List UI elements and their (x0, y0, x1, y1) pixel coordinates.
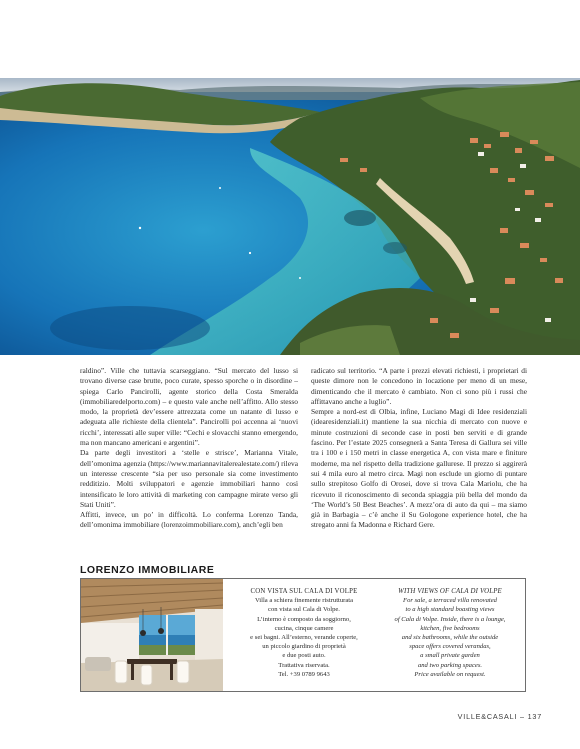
listing-heading-en: WITH VIEWS OF CALA DI VOLPE (398, 588, 502, 595)
listing-line: and two parking spaces. (417, 661, 483, 669)
listing-line: For sale, a terraced villa renovated (403, 597, 497, 605)
listing-line: cucina, cinque camere (274, 624, 334, 632)
article-paragraph: Affitti, invece, un po’ in difficoltà. Lo conferma Lorenzo Tanda, dell’omonima immobiliare (lorenzoimmobiliare.com), anch’egli ben (80, 510, 298, 530)
listing-line: to a high standard boasting views (405, 606, 495, 614)
listing-heading-it: CON VISTA SUL CALA DI VOLPE (250, 588, 358, 595)
article-column-left (80, 366, 298, 531)
listing-line: e due posti auto. (282, 652, 326, 660)
aerial-coast-illustration (0, 78, 580, 355)
listing-line: Villa a schiera finemente ristrutturata (254, 597, 354, 605)
aerial-coast-photo (0, 78, 580, 355)
listing-line: e sei bagni. All’esterno, verande coperte, (250, 634, 358, 642)
villa-interior-illustration (81, 579, 223, 691)
listing-line: of Cala di Volpe. Inside, there is a lounge, (394, 615, 506, 623)
article-paragraph: Sempre a nord-est di Olbia, infine, Luciano Magi di Idee residenziali (idearesidenziali.it) mantiene la sua nicchia di mercato con nuove e minute costruzioni di seconde case in posti ben serviti e di grande fascino. Per l’estate 2025 consegnerà a Santa Teresa di Gallura sei ville tra i 100 e i 150 metri in classe energetica A, con vista mare e finiture moderne, ma nel rispetto della tradizione gallurese. Il prezzo si aggirerà sui 4 mila euro al metro circa. Magi non esclude un giorno di puntare sullo strepitoso Golfo di Orosei, dove si trova Cala Mariolu, che ha ricevuto il riconoscimento di seconda spiaggia più bella del mondo da ‘The World’s 50 Best Beaches’. A mezz’ora di auto da qui – ma siamo già in Barbagia – c’è anche il Su Gologone experience hotel, che ha stregato anni fa Madonna e Richard Gere. (311, 407, 527, 530)
page-folio: VILLE&CASALI – 137 (457, 712, 542, 721)
agency-box-title: LORENZO IMMOBILIARE (80, 564, 215, 576)
listing-italian (233, 587, 375, 679)
listing-line: un piccolo giardino di proprietà (262, 643, 346, 651)
listing-phone: Tel. +39 0789 9643 (278, 670, 330, 678)
listing-line: Price available on request. (414, 670, 486, 678)
agency-listing-box (80, 578, 526, 692)
listing-line: a small private garden (420, 652, 480, 660)
listing-line: L’interno è composto da soggiorno, (257, 615, 351, 623)
article-paragraph: Da parte degli investitori a ‘stelle e strisce’, Marianna Vitale, dell’omonima agenzia (https://www.mariannavitalerealestate.com/) rileva un interesse crescente “sia per uso personale sia come investimento redditizio. Molti sviluppatori e agenzie immobiliari hanno così intensificato le loro attività di marketing con campagne mirate verso gli Stati Uniti”. (80, 448, 298, 509)
listing-line: Trattativa riservata. (278, 661, 330, 669)
article-column-right (311, 366, 527, 531)
article-paragraph: radicato sul territorio. “A parte i prezzi elevati richiesti, i proprietari di queste dimore non le concedono in locazione per meno di un mese, dimenticando che il mercato è cambiato. Non ci sono più i russi che affittavano anche a luglio”. (311, 366, 527, 406)
listing-english (381, 587, 519, 679)
article-paragraph: raldino”. Ville che tuttavia scarseggiano. “Sul mercato del lusso si trovano diverse case brutte, poco curate, spesso sporche o in disordine – spiega Carlo Pancirolli, agente storico della Costa Smeralda (immobiliaredelporto.com) – e questo vale anche nell’affitto. Allo stesso modo, la proprietà dev’essere attrezzata come un natante di lusso e adeguata alle richieste della clientela”. Pancirolli poi accenna ai ‘nuovi ricchi’, interessati alle super ville: “Cechi e slovacchi stanno emergendo, ma non mancano americani e argentini”. (80, 366, 298, 448)
listing-line: kitchen, five bedrooms (420, 624, 480, 632)
listing-line: con vista sul Cala di Volpe. (268, 606, 340, 614)
villa-interior-photo (81, 579, 223, 691)
listing-line: and six bathrooms, while the outside (401, 634, 499, 642)
listing-line: space offers covered verandas, (409, 643, 491, 651)
